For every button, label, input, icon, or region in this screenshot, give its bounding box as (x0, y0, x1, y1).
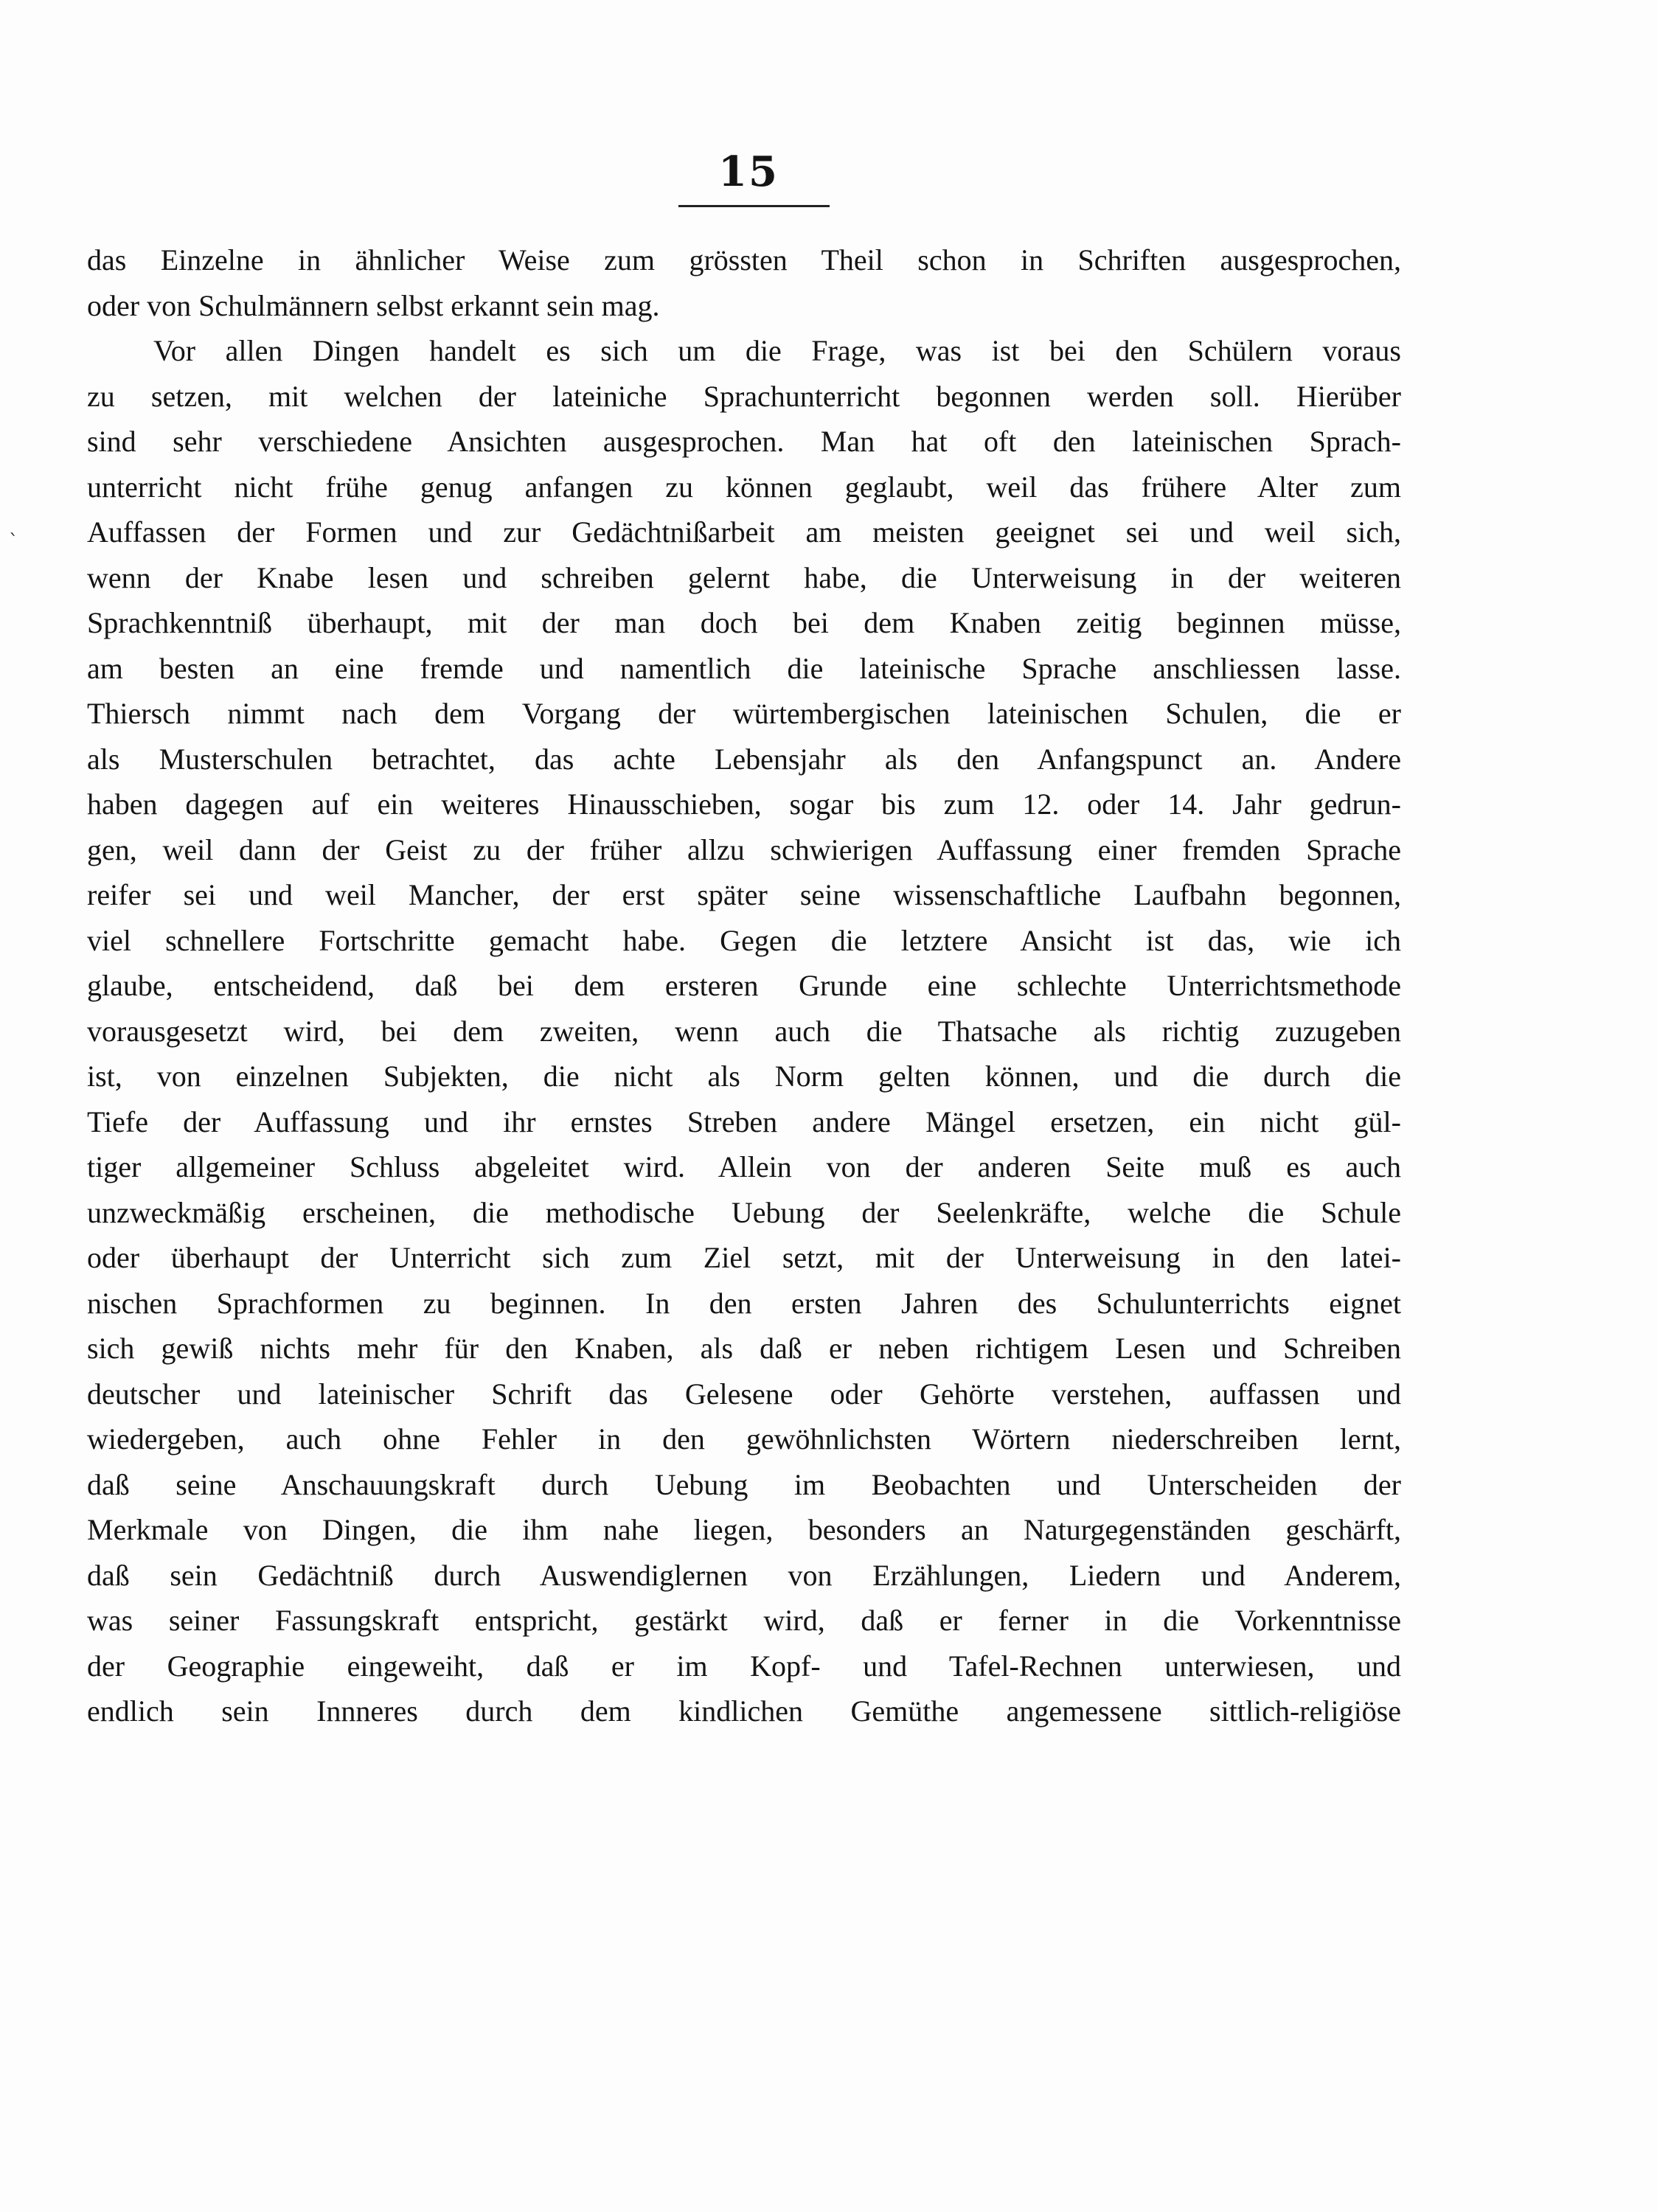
body-text (87, 237, 1401, 1734)
text-line: Vor allen Dingen handelt es sich um die Frage, was ist bei den Schülern voraus (153, 334, 1401, 367)
text-line: Auffassen der Formen und zur Gedächtnißarbeit am meisten geeignet sei und weil sich, (87, 515, 1401, 549)
text-line: wiedergeben, auch ohne Fehler in den gewöhnlichsten Wörtern niederschreiben lernt, (87, 1422, 1401, 1455)
text-line: oder überhaupt der Unterricht sich zum Ziel setzt, mit der Unterweisung in den latei- (87, 1241, 1401, 1274)
text-line: haben dagegen auf ein weiteres Hinausschieben, sogar bis zum 12. oder 14. Jahr gedrun- (87, 787, 1401, 821)
page-number: 15 (718, 147, 779, 196)
text-line: ist, von einzelnen Subjekten, die nicht als Norm gelten können, und die durch die (87, 1060, 1401, 1093)
text-line: nischen Sprachformen zu beginnen. In den ersten Jahren des Schulunterrichts eignet (87, 1286, 1401, 1320)
text-line: der Geographie eingeweiht, daß er im Kopf- und Tafel-Rechnen unterwiesen, und (87, 1649, 1401, 1683)
text-line: unzweckmäßig erscheinen, die methodische Uebung der Seelenkräfte, welche die Schule (87, 1195, 1401, 1229)
text-line: daß sein Gedächtniß durch Auswendiglernen von Erzählungen, Liedern und Anderem, (87, 1558, 1401, 1592)
text-line: Merkmale von Dingen, die ihm nahe liegen, besonders an Naturgegenständen geschärft, (87, 1513, 1401, 1546)
text-line: als Musterschulen betrachtet, das achte Lebensjahr als den Anfangspunct an. Andere (87, 742, 1401, 776)
text-line: am besten an eine fremde und namentlich die lateinische Sprache anschliessen lasse. (87, 651, 1401, 685)
text-line: unterricht nicht frühe genug anfangen zu können geglaubt, weil das frühere Alter zum (87, 470, 1401, 504)
text-line: reifer sei und weil Mancher, der erst später seine wissenschaftliche Laufbahn begonnen, (87, 878, 1401, 911)
text-line: glaube, entscheidend, daß bei dem ersteren Grunde eine schlechte Unterrichtsmethode (87, 969, 1401, 1002)
text-line: Tiefe der Auffassung und ihr ernstes Streben andere Mängel ersetzen, ein nicht gül- (87, 1105, 1401, 1138)
text-line: viel schnellere Fortschritte gemacht habe. Gegen die letztere Ansicht ist das, wie ich (87, 923, 1401, 957)
text-line: gen, weil dann der Geist zu der früher allzu schwierigen Auffassung einer fremden Sprache (87, 832, 1401, 866)
margin-mark: ˋ (9, 531, 18, 553)
text-line: wenn der Knabe lesen und schreiben gelernt habe, die Unterweisung in der weiteren (87, 560, 1401, 594)
header-rule (678, 205, 830, 207)
text-line: daß seine Anschauungskraft durch Uebung im Beobachten und Unterscheiden der (87, 1467, 1401, 1501)
text-line: vorausgesetzt wird, bei dem zweiten, wenn auch die Thatsache als richtig zuzugeben (87, 1014, 1401, 1048)
text-line: Sprachkenntniß überhaupt, mit der man doch bei dem Knaben zeitig beginnen müsse, (87, 606, 1401, 639)
text-line: oder von Schulmännern selbst erkannt sein mag. (87, 288, 660, 322)
text-line: zu setzen, mit welchen der lateiniche Sprachunterricht begonnen werden soll. Hierüber (87, 379, 1401, 413)
text-line: sind sehr verschiedene Ansichten ausgesprochen. Man hat oft den lateinischen Sprach- (87, 425, 1401, 458)
text-line: Thiersch nimmt nach dem Vorgang der würtembergischen lateinischen Schulen, die er (87, 697, 1401, 730)
text-line: sich gewiß nichts mehr für den Knaben, als daß er neben richtigem Lesen und Schreiben (87, 1332, 1401, 1365)
text-line: was seiner Fassungskraft entspricht, gestärkt wird, daß er ferner in die Vorkenntnisse (87, 1604, 1401, 1637)
text-line: endlich sein Innneres durch dem kindlichen Gemüthe angemessene sittlich-religiöse (87, 1694, 1401, 1728)
text-line: deutscher und lateinischer Schrift das Gelesene oder Gehörte verstehen, auffassen und (87, 1377, 1401, 1411)
text-line: das Einzelne in ähnlicher Weise zum grössten Theil schon in Schriften ausgesprochen, (87, 243, 1401, 276)
text-line: tiger allgemeiner Schluss abgeleitet wird. Allein von der anderen Seite muß es auch (87, 1150, 1401, 1183)
